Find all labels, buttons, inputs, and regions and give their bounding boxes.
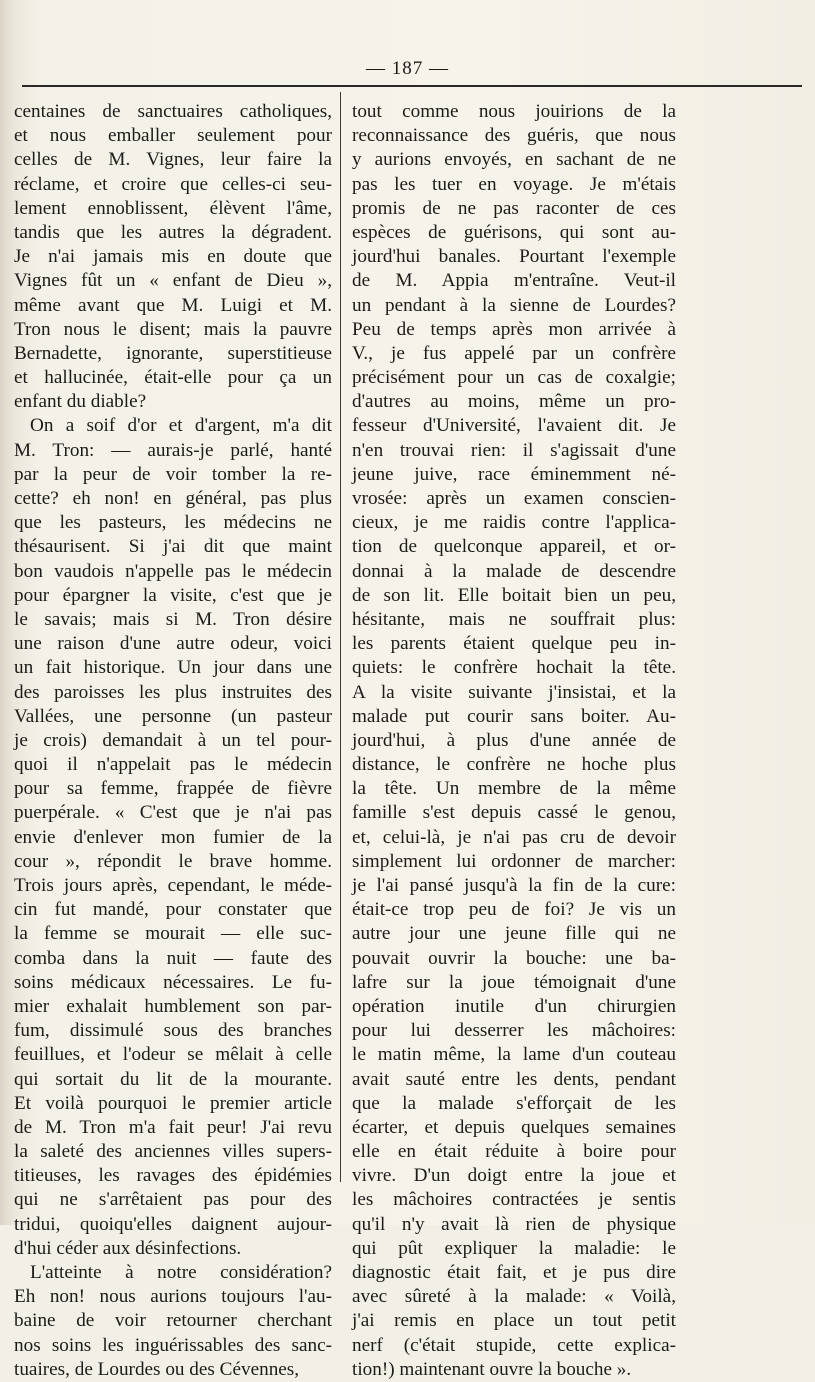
- text-line: que la malade s'efforçait de les: [352, 1092, 676, 1114]
- text-line: je l'ai pansé jusqu'à la fin de la cure:: [352, 875, 676, 896]
- text-line: jourd'hui banales. Pourtant l'exemple: [352, 246, 676, 268]
- text-line: de M. Appia m'entraîne. Veut-il: [352, 270, 676, 292]
- text-line: cette? eh non! en général, pas plus: [14, 488, 332, 509]
- text-line: fum, dissimulé sous des branches: [14, 1020, 332, 1042]
- text-line: même avant que M. Luigi et M.: [14, 294, 332, 316]
- text-line: des paroisses les plus instruites des: [14, 681, 332, 703]
- text-line: bon vaudois n'appelle pas le médecin: [14, 560, 332, 582]
- text-line: par la peur de voir tomber la re-: [14, 463, 332, 485]
- text-line: d'autres au moins, même un pro-: [352, 391, 676, 413]
- text-line: jeune juive, race éminemment né-: [352, 463, 676, 485]
- text-line: les parents étaient quelque peu in-: [352, 633, 676, 655]
- text-line: thésaurisent. Si j'ai dit que maint: [14, 536, 332, 558]
- text-line: pas les tuer en voyage. Je m'étais: [352, 173, 676, 195]
- text-line: puerpérale. « C'est que je n'ai pas: [14, 802, 332, 824]
- text-line: tuaires, de Lourdes ou des Cévennes,: [14, 1358, 300, 1380]
- text-line: Et voilà pourquoi le premier article: [14, 1092, 332, 1114]
- text-line: diagnostic était fait, et je pus dire: [352, 1262, 676, 1283]
- text-line: feuillues, et l'odeur se mêlait à celle: [14, 1044, 332, 1066]
- text-line: n'en trouvai rien: il s'agissait d'une: [352, 439, 676, 461]
- text-line: précisément pour un cas de coxalgie;: [352, 367, 676, 389]
- text-line: nerf (c'était stupide, cette explica-: [352, 1334, 676, 1356]
- text-line: elle en était réduite à boire pour: [352, 1141, 676, 1163]
- text-line: pour lui desserrer les mâchoires:: [352, 1020, 676, 1042]
- text-line: tridui, quoiqu'elles daignent aujour-: [14, 1213, 332, 1235]
- text-line: opération inutile d'un chirurgien: [352, 995, 676, 1017]
- text-line: M. Tron: — aurais-je parlé, hanté: [14, 439, 332, 461]
- text-line: avec sûreté à la malade: « Voilà,: [352, 1286, 676, 1308]
- text-line: On a soif d'or et d'argent, m'a dit: [30, 415, 332, 437]
- text-line: Vignes fût un « enfant de Dieu »,: [14, 270, 332, 292]
- text-line: jourd'hui, à plus d'une année de: [352, 729, 676, 751]
- text-line: A la visite suivante j'insistai, et la: [352, 681, 676, 703]
- text-line: V., je fus appelé par un confrère: [352, 342, 676, 364]
- text-line: cour », répondit le brave homme.: [14, 850, 332, 872]
- text-line: centaines de sanctuaires catholiques,: [14, 101, 332, 122]
- text-line: tandis que les autres la dégradent.: [14, 221, 332, 243]
- text-line: L'atteinte à notre considération?: [30, 1262, 332, 1283]
- text-line: espèces de guérisons, qui sont au-: [352, 221, 676, 243]
- text-line: cin fut mandé, pour constater que: [14, 899, 332, 921]
- text-line: simplement lui ordonner de marcher:: [352, 850, 676, 872]
- text-line: le matin même, la lame d'un couteau: [352, 1044, 676, 1066]
- text-line: tout comme nous jouirions de la: [352, 101, 676, 122]
- text-line: pouvait ouvrir la bouche: une ba-: [352, 947, 676, 969]
- text-line: soins médicaux nécessaires. Le fu-: [14, 971, 332, 993]
- text-line: j'ai remis en place un tout petit: [352, 1310, 676, 1332]
- text-line: un pendant à la sienne de Lourdes?: [352, 294, 676, 316]
- text-line: lement ennoblissent, élèvent l'âme,: [14, 197, 332, 219]
- text-line: qu'il n'y avait là rien de physique: [352, 1213, 676, 1235]
- text-line: mier exhalait humblement son par-: [14, 995, 332, 1017]
- left-column: [14, 100, 332, 1382]
- text-line: envie d'enlever mon fumier de la: [14, 826, 332, 848]
- text-line: tion de quelconque appareil, et or-: [352, 536, 676, 558]
- text-line: Je n'ai jamais mis en doute que: [14, 246, 332, 268]
- text-line: vrosée: après un examen conscien-: [352, 488, 676, 509]
- text-line: hésitante, mais ne souffrait plus:: [352, 608, 676, 630]
- text-line: qui sortait du lit de la mourante.: [14, 1068, 332, 1090]
- text-line: Bernadette, ignorante, superstitieuse: [14, 342, 332, 364]
- text-line: la saleté des anciennes villes supers-: [14, 1141, 332, 1163]
- text-line: écarter, et depuis quelques semaines: [352, 1116, 676, 1138]
- text-line: Vallées, une personne (un pasteur: [14, 705, 332, 727]
- text-line: de M. Tron m'a fait peur! J'ai revu: [14, 1116, 332, 1138]
- text-line: avait sauté entre les dents, pendant: [352, 1068, 676, 1090]
- text-line: un fait historique. Un jour dans une: [14, 657, 332, 679]
- text-line: autre jour une jeune fille qui ne: [352, 923, 676, 945]
- text-line: la tête. Un membre de la même: [352, 778, 676, 800]
- text-line: vivre. D'un doigt entre la joue et: [352, 1165, 676, 1187]
- text-line: qui ne s'arrêtaient pas pour des: [14, 1189, 332, 1211]
- text-line: distance, le confrère ne hoche plus: [352, 754, 676, 776]
- text-line: Peu de temps après mon arrivée à: [352, 318, 676, 340]
- text-line: y aurions envoyés, en sachant de ne: [352, 149, 676, 171]
- text-line: baine de voir retourner cherchant: [14, 1310, 332, 1332]
- text-line: le savais; mais si M. Tron désire: [14, 608, 332, 630]
- right-column: [352, 100, 676, 1382]
- text-line: et nous emballer seulement pour: [14, 125, 332, 147]
- text-line: donnai à la malade de descendre: [352, 560, 676, 582]
- text-line: tion!) maintenant ouvre la bouche ».: [352, 1358, 632, 1380]
- text-line: quiets: le confrère hochait la tête.: [352, 657, 676, 679]
- column-divider: [340, 92, 341, 1182]
- text-line: lafre sur la joue témoignait d'une: [352, 971, 676, 993]
- text-line: nos soins les inguérissables des sanc-: [14, 1334, 332, 1356]
- text-line: de son lit. Elle boitait bien un peu,: [352, 584, 676, 606]
- text-line: Eh non! nous aurions toujours l'au-: [14, 1286, 332, 1308]
- page-number: — 187 —: [366, 58, 449, 79]
- text-line: titieuses, les ravages des épidémies: [14, 1165, 332, 1187]
- text-line: était-ce trop peu de foi? Je vis un: [352, 899, 676, 921]
- text-line: d'hui céder aux désinfections.: [14, 1237, 242, 1259]
- text-line: que les pasteurs, les médecins ne: [14, 512, 332, 534]
- text-line: qui pût expliquer la maladie: le: [352, 1237, 676, 1259]
- text-line: et hallucinée, était-elle pour ça un: [14, 367, 332, 389]
- text-line: une raison d'une autre odeur, voici: [14, 633, 332, 655]
- text-line: la femme se mourait — elle suc-: [14, 923, 332, 945]
- text-line: malade put courir sans boiter. Au-: [352, 705, 676, 727]
- text-line: pour épargner la visite, c'est que je: [14, 584, 332, 606]
- text-line: famille s'est depuis cassé le genou,: [352, 802, 676, 824]
- text-line: je crois) demandait à un tel pour-: [14, 729, 332, 751]
- text-line: Tron nous le disent; mais la pauvre: [14, 318, 332, 340]
- text-line: quoi il n'appelait pas le médecin: [14, 754, 332, 776]
- text-line: Trois jours après, cependant, le méde-: [14, 875, 332, 896]
- header-rule: [22, 85, 802, 87]
- text-line: les mâchoires contractées je sentis: [352, 1189, 676, 1211]
- text-line: réclame, et croire que celles-ci seu-: [14, 173, 332, 195]
- text-line: celles de M. Vignes, leur faire la: [14, 149, 332, 171]
- text-line: comba dans la nuit — faute des: [14, 947, 332, 969]
- text-line: promis de ne pas raconter de ces: [352, 197, 676, 219]
- text-line: pour sa femme, frappée de fièvre: [14, 778, 332, 800]
- text-line: reconnaissance des guéris, que nous: [352, 125, 676, 147]
- text-line: cieux, je me raidis contre l'applica-: [352, 512, 676, 534]
- text-line: enfant du diable?: [14, 391, 147, 413]
- text-line: et, celui-là, je n'ai pas cru de devoir: [352, 826, 676, 848]
- text-line: fesseur d'Université, l'avaient dit. Je: [352, 415, 676, 437]
